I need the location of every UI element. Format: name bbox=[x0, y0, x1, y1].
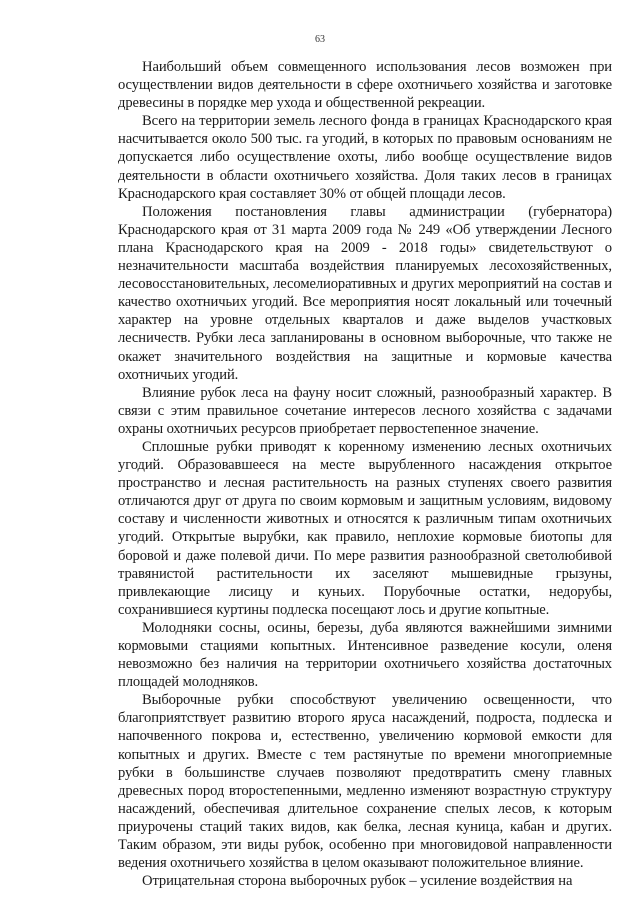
paragraph-5: Сплошные рубки приводят к коренному изменению лесных охотничьих угодий. Образовавшееся на месте вырубленного насаждения открытое пространство и лесная растительность на разных ступенях своего развития отличаются друг от друга по своим кормовым и защитным условиям, видовому составу и численности животных и относятся к различным типам охотничьих угодий. Открытые вырубки, как правило, неплохие кормовые биотопы для боровой и даже полевой дичи. По мере развития разнообразной светолюбивой травянистой растительности их заселяют мышевидные грызуны, привлекающие лисицу и куньих. Порубочные остатки, недорубы, сохранившиеся куртины подлеска посещают лось и другие копытные. bbox=[118, 438, 612, 618]
paragraph-8: Отрицательная сторона выборочных рубок – усиление воздействия на bbox=[142, 873, 573, 890]
paragraph-2: Всего на территории земель лесного фонда в границах Краснодарского края насчитывается около 500 тыс. га угодий, в которых по правовым основаниям не допускается либо осуществление охоты, либо вообще осуществление видов деятельности в области охотничьего хозяйства. Доля таких лесов в границах Краснодарского края составляет 30% от общей площади лесов. bbox=[118, 113, 612, 202]
document-body bbox=[118, 58, 612, 890]
paragraph-4: Влияние рубок леса на фауну носит сложный, разнообразный характер. В связи с этим правильное сочетание интересов лесного хозяйства с задачами охраны охотничьих ресурсов приобретает первостепенное значение. bbox=[118, 384, 612, 437]
page-number: 63 bbox=[315, 34, 325, 45]
paragraph-3: Положения постановления главы администрации (губернатора) Краснодарского края от 31 марта 2009 года № 249 «Об утверждении Лесного плана Краснодарского края на 2009 - 2018 годы» свидетельствуют о незначительности масштаба воздействия планируемых лесохозяйственных, лесовосстановительных, лесомелиоративных и других мероприятий на состав и качество охотничьих угодий. Все мероприятия носят локальный или точечный характер на уровне отдельных кварталов и даже выделов участковых лесничеств. Рубки леса запланированы в основном выборочные, что также не окажет значительного воздействия на защитные и кормовые качества охотничьих угодий. bbox=[118, 203, 612, 383]
paragraph-6: Молодняки сосны, осины, березы, дуба являются важнейшими зимними кормовыми стациями копытных. Интенсивное разведение косули, оленя невозможно без наличия на территории охотничьего хозяйства достаточных площадей молодняков. bbox=[118, 619, 612, 691]
paragraph-1: Наибольший объем совмещенного использования лесов возможен при осуществлении видов деятельности в сфере охотничьего хозяйства и заготовке древесины в порядке мер ухода и общественной рекреации. bbox=[118, 59, 612, 112]
paragraph-7: Выборочные рубки способствуют увеличению освещенности, что благоприятствует развитию второго яруса насаждений, подроста, подлеска и напочвенного покрова и, естественно, увеличению кормовой емкости для копытных и других. Вместе с тем растянутые по времени многоприемные рубки в большинстве случаев позволяют предотвратить смену главных древесных пород второстепенными, медленно изменяют возрастную структуру насаждений, обеспечивая длительное сохранение спелых лесов, к которым приурочены стаций таких видов, как белка, лесная куница, кабан и других. Таким образом, эти виды рубок, особенно при многовидовой направленности ведения охотничьего хозяйства в целом оказывают положительное влияние. bbox=[118, 692, 612, 872]
